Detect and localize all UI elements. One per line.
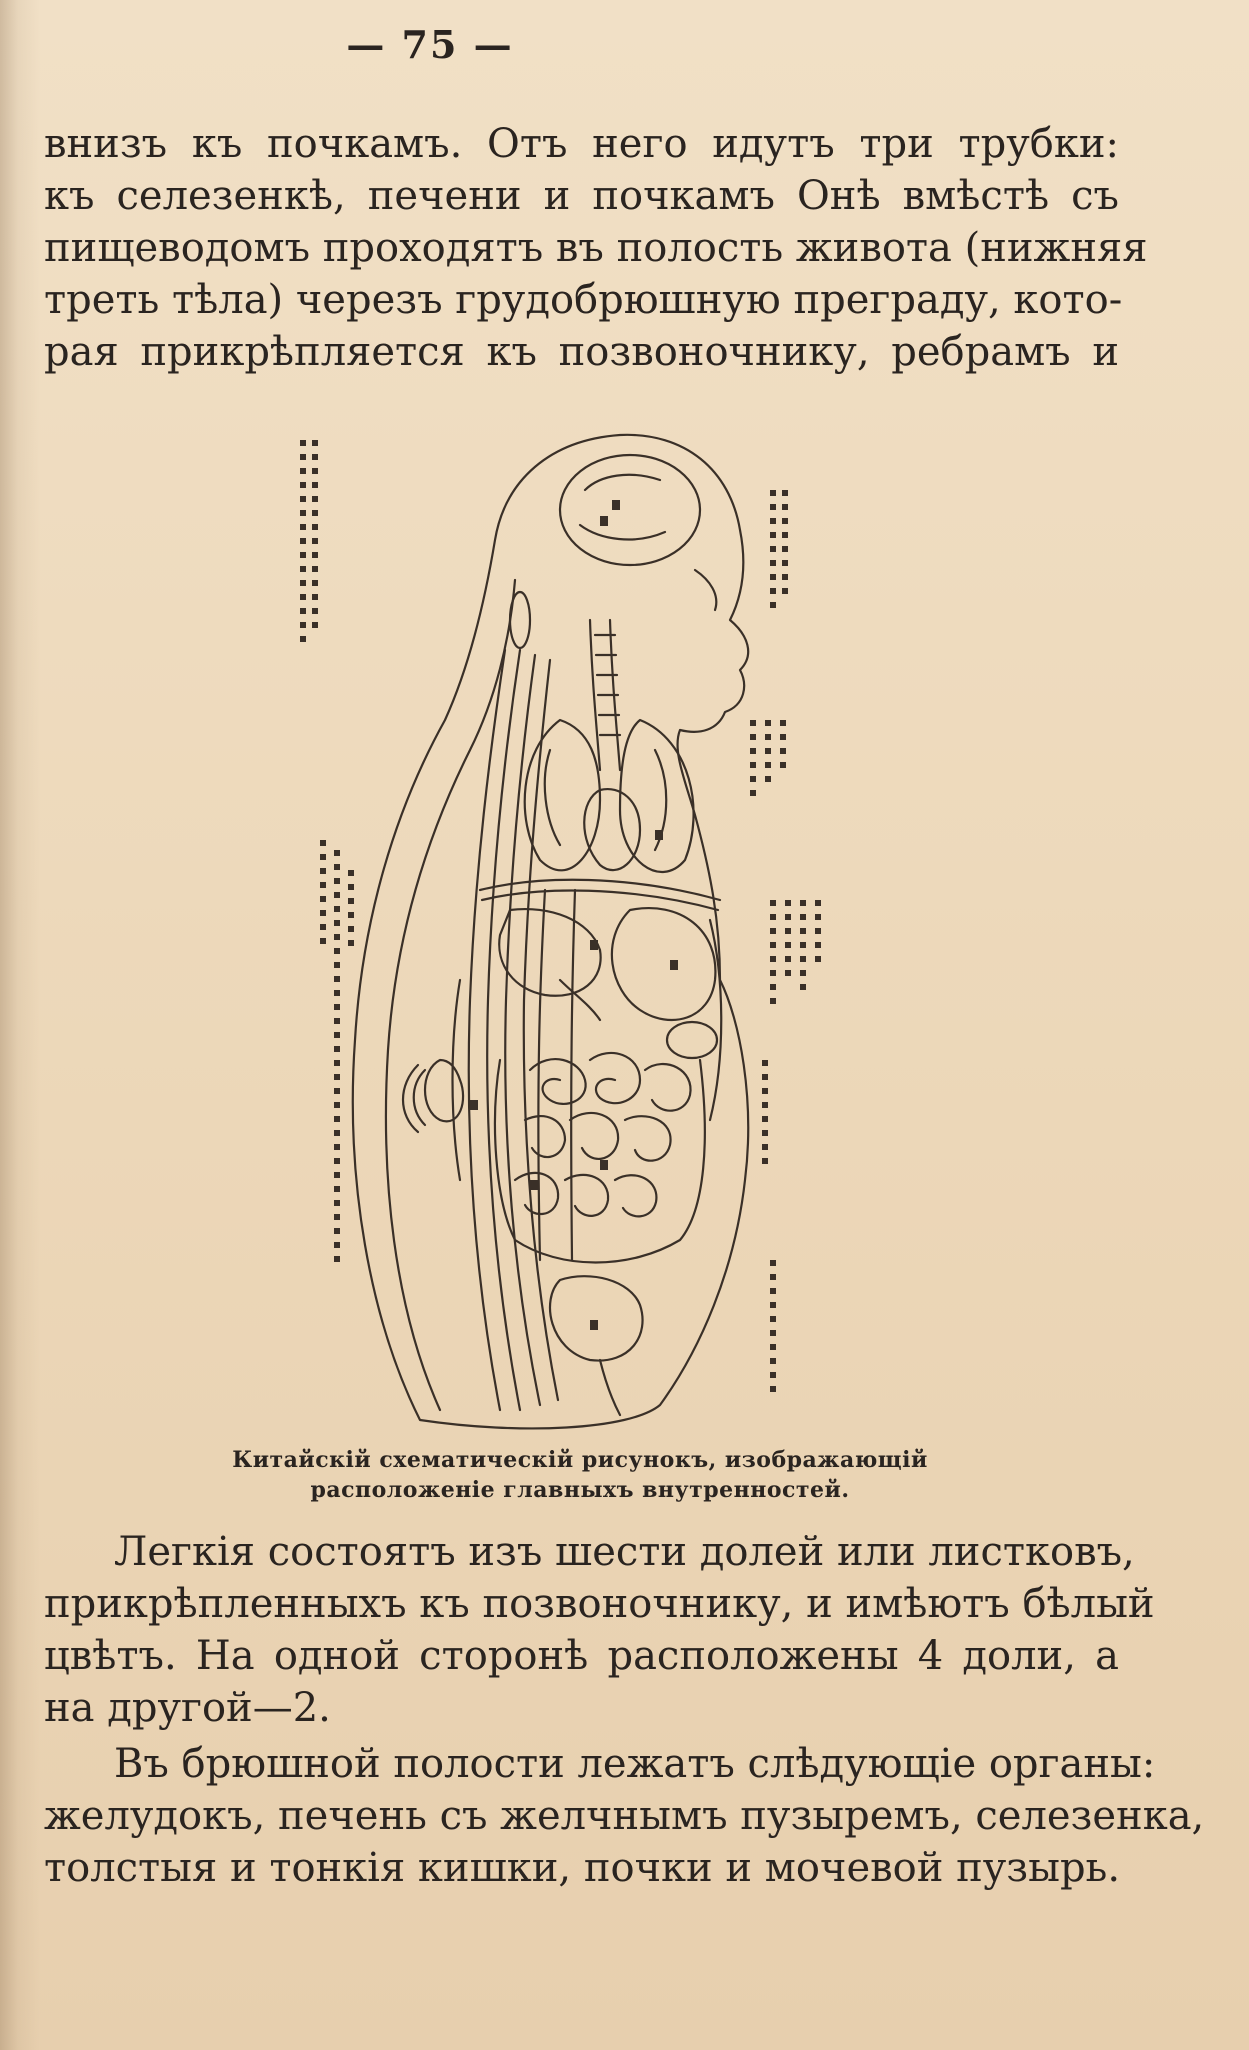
annotation-column-right-abdomen — [762, 1060, 768, 1164]
paragraph-3 — [44, 1738, 1205, 1894]
figure-caption — [170, 1445, 990, 1505]
annotation-column-right-lower — [770, 900, 821, 1004]
paragraph-1 — [44, 118, 1148, 378]
heart-shape — [584, 789, 640, 870]
text-line: къ селезенкѣ, печени и почкамъ Онѣ вмѣстѣ съ — [44, 173, 1119, 219]
text-line: прикрѣпленныхъ къ позвоночнику, и имѣютъ бѣлый — [44, 1581, 1155, 1627]
caption-line: расположеніе главныхъ внутренностей. — [310, 1477, 850, 1503]
kidney-shape — [425, 1060, 463, 1121]
text-line: на другой—2. — [44, 1685, 331, 1731]
liver-shape — [499, 909, 600, 996]
paragraph-2 — [44, 1526, 1155, 1734]
intestines-coils — [495, 1053, 705, 1263]
text-line: треть тѣла) черезъ грудобрюшную преграду, кото- — [44, 277, 1123, 323]
annotation-column-left-lower — [300, 840, 380, 1320]
annotation-column-right-middle — [750, 720, 786, 796]
annotation-column-left-top — [300, 440, 318, 642]
text-line: внизъ къ почкамъ. Отъ него идутъ три трубки: — [44, 121, 1119, 167]
head-outline — [560, 455, 700, 565]
anatomical-illustration — [300, 420, 860, 1435]
annotation-column-right-bottom — [770, 1260, 776, 1392]
caption-line: Китайскій схематическій рисунокъ, изображающій — [232, 1447, 928, 1473]
text-line: толстыя и тонкія кишки, почки и мочевой пузырь. — [44, 1845, 1121, 1891]
text-line: Легкія состоятъ изъ шести долей или листковъ, — [114, 1529, 1135, 1575]
text-line: рая прикрѣпляется къ позвоночнику, ребрамъ и — [44, 329, 1119, 375]
text-line: цвѣтъ. На одной сторонѣ расположены 4 доли, а — [44, 1633, 1119, 1679]
text-line: пищеводомъ проходятъ въ полость живота (нижняя — [44, 225, 1148, 271]
text-line: желудокъ, печень съ желчнымъ пузыремъ, селезенка, — [44, 1793, 1205, 1839]
body-outline — [353, 435, 748, 1429]
stomach-shape — [612, 908, 716, 1020]
text-line: Въ брюшной полости лежатъ слѣдующіе органы: — [114, 1741, 1156, 1787]
bladder-shape — [550, 1276, 643, 1360]
page-number: — 75 — — [346, 22, 514, 67]
annotation-column-right-top — [770, 490, 788, 608]
